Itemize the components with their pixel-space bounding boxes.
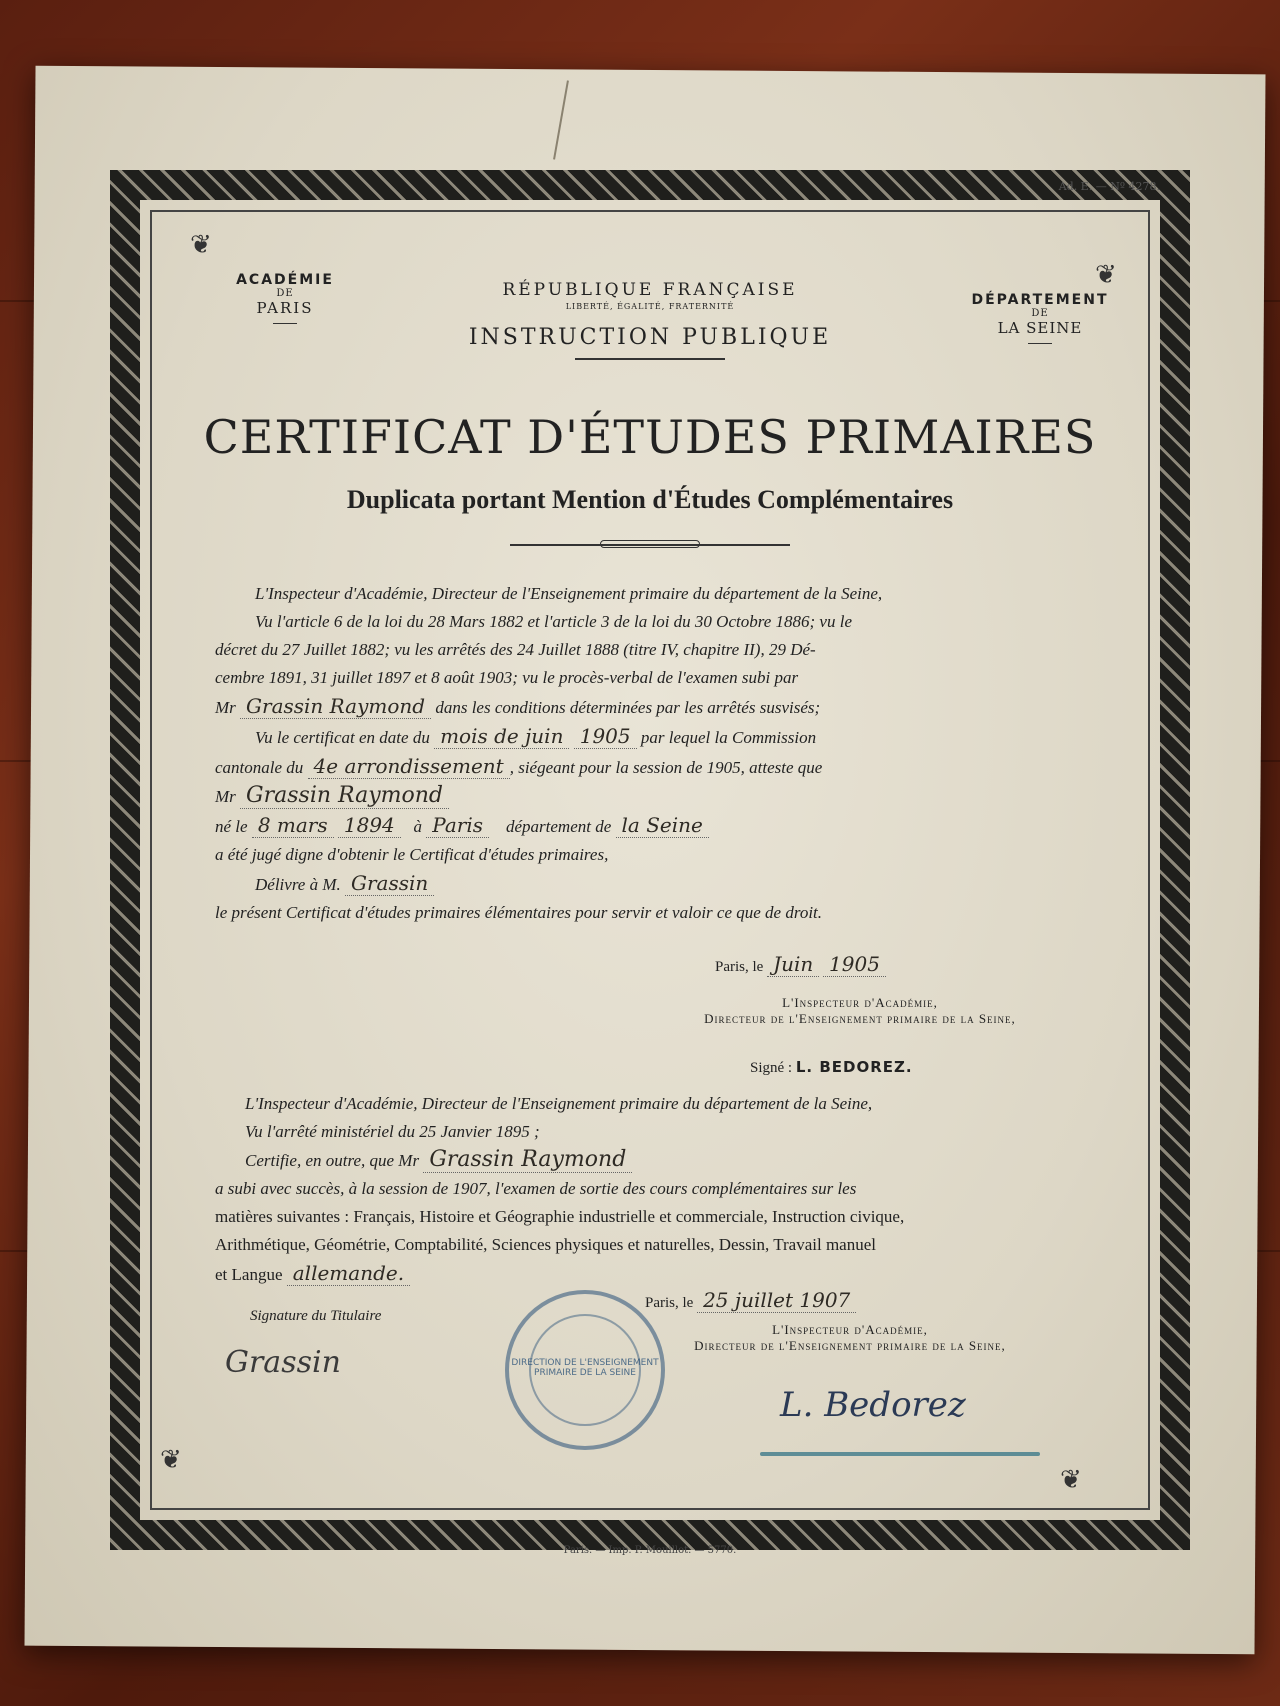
signed-by: Signé : L. BEDOREZ. — [750, 1058, 913, 1076]
document-reference: Ad. E. — Nº 4278. — [1058, 180, 1160, 193]
section1-signature-block: L'Inspecteur d'Académie, Directeur de l'Enseignement primaire de la Seine, — [704, 995, 1016, 1026]
header-departement: DÉPARTEMENT DE LA SEINE — [960, 292, 1120, 344]
section2-signature-block: L'Inspecteur d'Académie, Directeur de l'Enseignement primaire de la Seine, — [694, 1322, 1006, 1353]
header-republique: RÉPUBLIQUE FRANÇAISE LIBERTÉ, ÉGALITÉ, FRATERNITÉ INSTRUCTION PUBLIQUE — [440, 280, 860, 360]
signature-flourish — [760, 1452, 1040, 1456]
birth-place: Paris — [426, 813, 489, 838]
corner-leaf-icon: ❦ — [1095, 260, 1117, 290]
student-name: Grassin Raymond — [423, 1147, 632, 1173]
student-name: Grassin Raymond — [240, 694, 431, 719]
official-stamp: DIRECTION DE L'ENSEIGNEMENT PRIMAIRE DE LA SEINE — [505, 1290, 665, 1450]
section-complementary-studies: L'Inspecteur d'Académie, Directeur de l'Enseignement primaire du département de la Seine, Vu l'arrêté ministériel du 25 Janvier 1895 ; Certifie, en outre, que Mr Grassin Raymond a subi avec succès, à la session de 1907, l'examen de sortie des cours complémentaires sur les matières suivantes : Français, Histoire et Géographie industrielle et commerciale, Instruction civique, Arithmétique, Géométrie, Comptabilité, Sciences physiques et naturelles, Dessin, Travail manuel et Langue allemande. — [215, 1094, 905, 1285]
title-ornament-center — [600, 540, 700, 548]
printer-mark: Paris. — Imp. P. Mouillot. — 5770. — [563, 1545, 737, 1556]
birth-year: 1894 — [338, 813, 401, 838]
section1-date: Paris, le Juin 1905 — [715, 952, 886, 976]
titulaire-signature: Grassin — [225, 1345, 341, 1380]
corner-leaf-icon: ❦ — [160, 1445, 182, 1475]
student-name: Grassin Raymond — [240, 783, 449, 809]
certificate-title: CERTIFICAT D'ÉTUDES PRIMAIRES — [203, 410, 1097, 464]
corner-leaf-icon: ❦ — [190, 230, 212, 260]
section-primary-certificate: L'Inspecteur d'Académie, Directeur de l'Enseignement primaire du département de la Seine, Vu l'article 6 de la loi du 28 Mars 1882 et l'article 3 de la loi du 30 Octobre 1886; vu le décret du 27 Juillet 1882; vu les arrêtés des 24 Juillet 1888 (titre IV, chapitre II), 29 Dé- cembre 1891, 31 juillet 1897 et 8 août 1903; vu le procès-verbal de l'examen subi par Mr Grassin Raymond dans les conditions déterminées par les arrêtés susvisés; Vu le certificat en date du mois de juin 1905 par lequel la Commission cantonale du 4e arrondissement , siégeant pour la session de 1905, atteste que Mr Grassin Raymond né le 8 mars 1894 à Paris département de la Seine a été jugé digne d'obtenir le Certificat d'études primaires, Délivre à M. Grassin le présent Certificat d'études primaires élémentaires pour servir et valoir ce que de droit. — [215, 584, 883, 922]
official-signature: L. Bedorez — [780, 1385, 966, 1425]
titulaire-label: Signature du Titulaire — [250, 1308, 382, 1324]
language-value: allemande. — [287, 1261, 410, 1286]
certificate-subtitle: Duplicata portant Mention d'Études Complémentaires — [346, 485, 954, 514]
corner-leaf-icon: ❦ — [1060, 1465, 1082, 1495]
section2-date: Paris, le 25 juillet 1907 — [645, 1288, 856, 1312]
header-academie: ACADÉMIE DE PARIS — [225, 272, 345, 324]
